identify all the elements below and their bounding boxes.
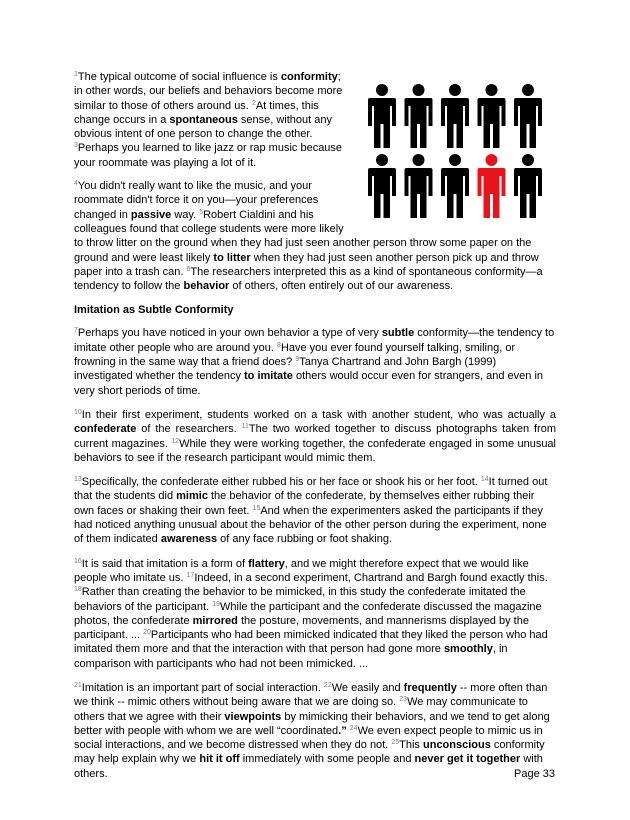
person-icon: [478, 84, 506, 148]
sentence-number: 4: [74, 180, 78, 188]
text-run: It turned out that the students did: [74, 476, 548, 503]
people-figure-illustration: [364, 82, 560, 222]
paragraph-7: [74, 681, 556, 781]
sentence-number: 5: [199, 208, 204, 216]
bold-term: spontaneous: [169, 113, 238, 126]
conformity-figure: [364, 82, 560, 222]
text-run: The two worked together to discuss photographs taken from current magazines.: [74, 423, 556, 450]
text-run: The researchers interpreted this as a kind of spontaneous conformity—a tendency to follow the: [74, 265, 543, 293]
bold-term: mimic: [176, 490, 208, 503]
page-number: Page 33: [514, 768, 555, 780]
sentence-number: 11: [241, 423, 249, 431]
person-icon: [368, 84, 396, 148]
text-run: with others.: [74, 753, 543, 780]
bold-term: awareness: [160, 533, 218, 546]
text-run: way.: [171, 208, 200, 221]
section-heading: Imitation as Subtle Conformity: [74, 304, 234, 317]
bold-term: smoothly: [443, 643, 493, 656]
text-run: ; in other words, our beliefs and behaviors become more similar to those of others around us.: [74, 71, 343, 112]
text-run: Robert Cialdini and his colleagues found that college students were more likely to throw litter on the ground when they had just seen another person throw some paper on the ground and were least likely: [74, 208, 532, 264]
person-icon: [514, 84, 542, 148]
text-run: Specifically, the confederate either rubbed his or her face or shook his or her foot.: [81, 476, 481, 489]
text-run: We may communicate to others that we agree with their: [74, 696, 528, 723]
person-icon: [368, 154, 396, 218]
text-run: , and we might therefore expect that we would like people who imitate us.: [74, 557, 529, 584]
text-run: While they were working together, the confederate engaged in some unusual behaviors to see if the research participant would mimic them.: [74, 437, 556, 464]
sentence-number: 12: [171, 437, 180, 445]
text-run: when they had just seen another person pick up and throw paper into a trash can.: [74, 251, 539, 278]
text-run: At times, this change occurs in a: [74, 99, 319, 126]
sentence-number: 8: [277, 341, 281, 349]
text-run: This: [399, 739, 423, 752]
text-run: immediately with some people and: [239, 753, 415, 766]
text-run: the behavior of the confederate, by themselves either rubbing their own faces or shaking their own feet.: [74, 490, 535, 517]
sentence-number: 13: [74, 476, 82, 484]
text-run: conformity may help explain why we: [74, 739, 545, 766]
sentence-number: 10: [74, 408, 82, 416]
sentence-number: 14: [480, 476, 489, 484]
bold-term: viewpoints: [224, 710, 282, 723]
text-run: Rather than creating the behavior to be mimicked, in this study the confederate imitated the behaviors of the participant.: [74, 586, 526, 613]
paragraph-5: [74, 475, 556, 546]
bold-term: to litter: [213, 251, 251, 264]
paragraph-3: [74, 326, 556, 397]
person-icon: [514, 154, 542, 218]
sentence-number: 3: [74, 142, 78, 150]
bold-term: flattery: [248, 557, 285, 570]
sentence-number: 7: [74, 327, 78, 335]
bold-term: frequently: [403, 681, 457, 694]
bold-term: .”: [338, 724, 347, 737]
sentence-number: 9: [295, 356, 300, 364]
text-run: In their first experiment, students worked on a task with another student, who was actually a: [81, 408, 556, 421]
bold-term: unconscious: [423, 739, 491, 752]
text-run: conformity—the tendency to imitate other people who are around you.: [74, 327, 555, 354]
sentence-number: 1: [74, 71, 78, 78]
paragraph-6: [74, 557, 556, 671]
sentence-number: 22: [323, 681, 332, 689]
text-run: of any face rubbing or foot shaking.: [217, 533, 392, 546]
sentence-number: 19: [212, 600, 220, 608]
sentence-number: 16: [74, 557, 82, 565]
bold-term: confederate: [74, 423, 137, 436]
sentence-number: 21: [74, 681, 82, 689]
text-run: , in comparison with participants who had not been mimicked. ...: [74, 643, 508, 670]
sentence-number: 6: [186, 265, 191, 273]
bold-term: behavior: [183, 280, 230, 293]
sentence-number: 25: [391, 739, 400, 747]
text-run: Imitation is an important part of social interaction.: [81, 681, 324, 694]
person-icon: [405, 154, 433, 218]
bold-term: to imitate: [244, 370, 293, 383]
text-run: It is said that imitation is a form of: [81, 557, 249, 570]
sentence-number: 17: [186, 571, 195, 579]
text-run: of the researchers.: [136, 423, 242, 436]
sentence-number: 15: [252, 504, 261, 512]
paragraph-4: [74, 408, 556, 465]
person-icon: [441, 154, 469, 218]
person-icon: [478, 154, 506, 218]
document-page: [74, 70, 556, 791]
text-run: While the participant and the confederate discussed the magazine photos, the confederate: [74, 600, 542, 627]
bold-term: conformity: [280, 71, 338, 83]
text-run: Perhaps you have noticed in your own behavior a type of very: [77, 327, 382, 340]
text-run: Tanya Chartrand and John Bargh (1999) investigated whether the tendency: [74, 356, 497, 383]
text-run: sense, without any obvious intent of one person to change the other.: [74, 113, 333, 141]
bold-term: passive: [130, 208, 172, 221]
text-run: We even expect people to mimic us in social interactions, and we become distressed when they do not.: [74, 724, 543, 752]
sentence-number: 2: [251, 99, 256, 107]
sentence-number: 20: [143, 629, 151, 637]
bold-term: never get it together: [414, 753, 521, 766]
person-icon: [441, 84, 469, 148]
text-run: Have you ever found yourself talking, smiling, or frowning in the same way that a friend does?: [74, 341, 516, 369]
text-run: The typical outcome of social influence is: [77, 71, 281, 83]
bold-term: hit it off: [199, 753, 240, 766]
text-run: Perhaps you learned to like jazz or rap music because your roommate was playing a lot of it.: [74, 142, 343, 169]
text-run: others would occur even for strangers, and even in very short periods of time.: [74, 370, 544, 397]
text-run: the posture, movements, and mannerisms displayed by the participant. ...: [74, 614, 529, 642]
text-run: -- more often than we think -- mimic others without being aware that we are doing so.: [74, 681, 548, 709]
sentence-number: 18: [74, 586, 82, 594]
text-run: by mimicking their behaviors, and we tend to get along better with people with whom we are well “coordinated: [74, 710, 550, 737]
text-run: We easily and: [331, 681, 404, 694]
bold-term: subtle: [381, 327, 415, 340]
text-run: Participants who had been mimicked indicated that they liked the person who had imitated them more and that the interaction with that person had gone more: [74, 629, 548, 656]
sentence-number: 23: [399, 696, 408, 704]
text-run: of others, often entirely out of our awareness.: [229, 280, 454, 293]
text-run: Indeed, in a second experiment, Chartrand and Bargh found exactly this.: [194, 571, 548, 584]
text-run: You didn't really want to like the music, and your roommate didn't force it on you—your preferences changed in: [74, 180, 319, 221]
bold-term: mirrored: [192, 614, 238, 627]
text-run: And when the experimenters asked the participants if they had noticed anything unusual about the behavior of the other person during the experiment, none of them indicated: [74, 504, 547, 546]
person-icon: [405, 84, 433, 148]
sentence-number: 24: [349, 724, 358, 732]
